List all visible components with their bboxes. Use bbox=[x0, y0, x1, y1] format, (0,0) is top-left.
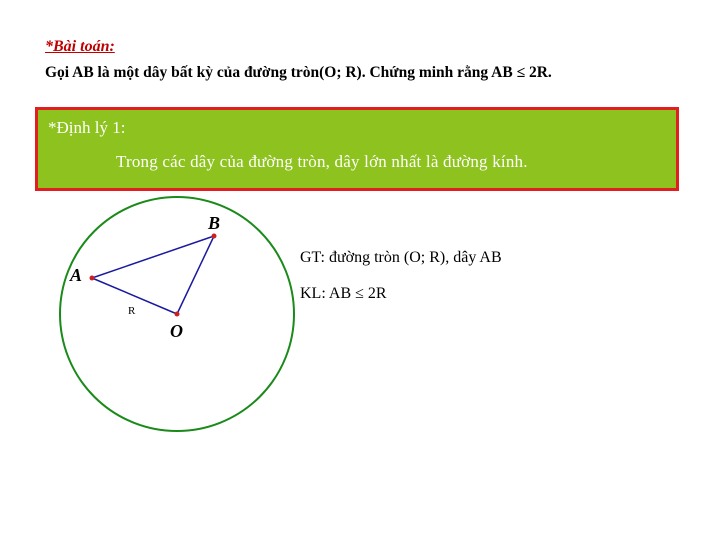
problem-title: *Bài toán: bbox=[45, 38, 115, 55]
theorem-title: *Định lý 1: bbox=[48, 118, 126, 137]
label-a: A bbox=[70, 265, 83, 285]
label-b: B bbox=[208, 213, 221, 233]
point-o bbox=[175, 312, 180, 317]
problem-statement: Gọi AB là một dây bất kỳ của đường tròn(O; R). Chứng minh rằng AB ≤ 2R. bbox=[45, 64, 552, 81]
point-b bbox=[212, 234, 217, 239]
given-text: GT: đường tròn (O; R), dây AB bbox=[300, 249, 502, 266]
label-o: O bbox=[170, 321, 183, 341]
label-r: R bbox=[128, 305, 136, 317]
segment-ab bbox=[92, 236, 214, 278]
theorem-text: Trong các dây của đường tròn, dây lớn nhất là đường kính. bbox=[116, 152, 528, 171]
point-a bbox=[90, 276, 95, 281]
segment-bo bbox=[177, 236, 214, 314]
conclusion-text: KL: AB ≤ 2R bbox=[300, 285, 387, 302]
